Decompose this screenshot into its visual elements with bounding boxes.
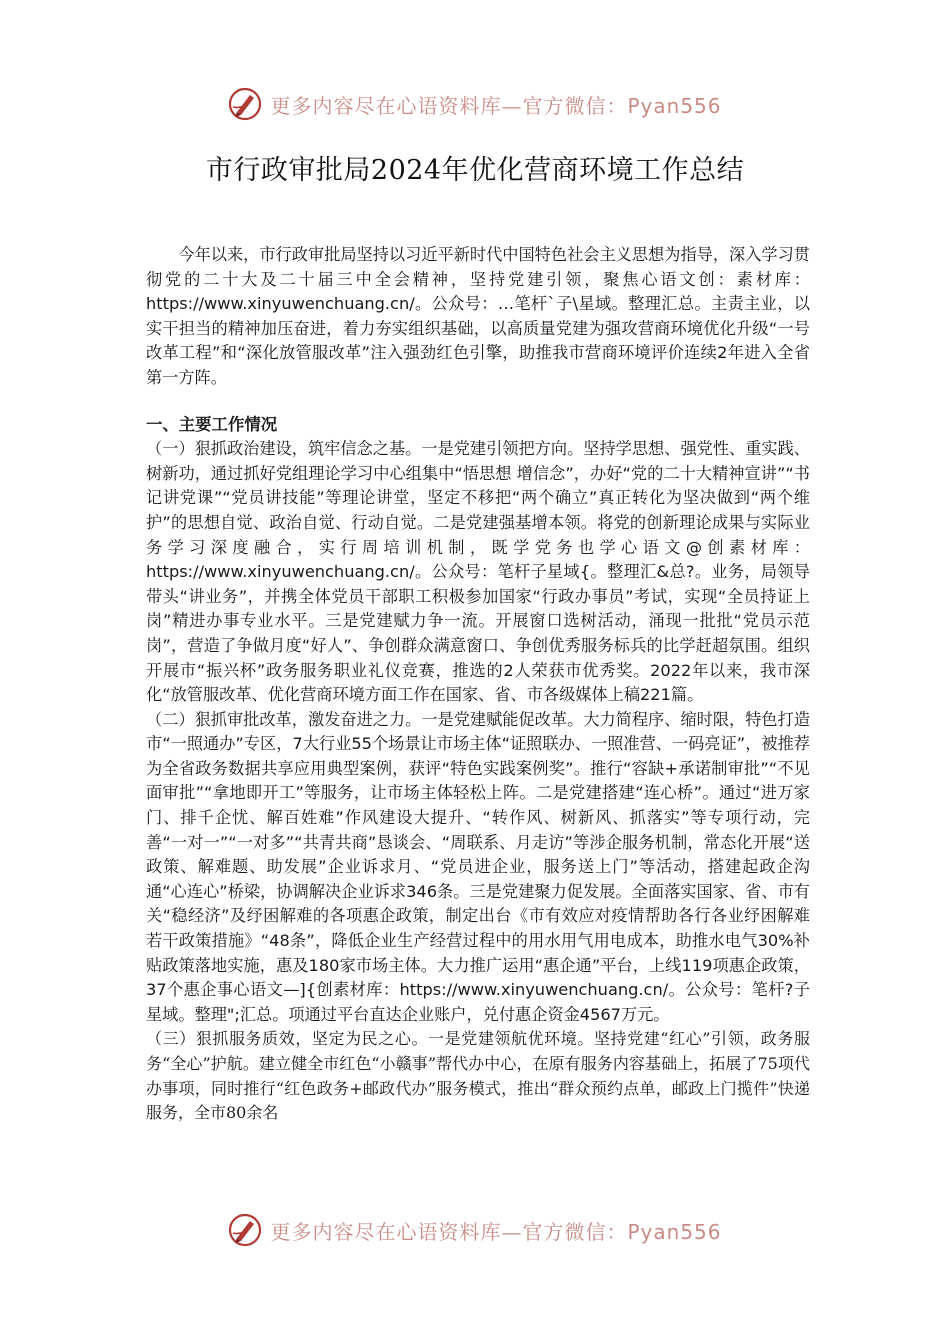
- banner-text: [270, 1216, 721, 1245]
- pen-logo-icon: [228, 1213, 262, 1247]
- document-title: 市行政审批局2024年优化营商环境工作总结: [205, 155, 745, 186]
- intro-paragraph: 今年以来，市行政审批局坚持以习近平新时代中国特色社会主义思想为指导，深入学习贯彻党的二十大及二十届三中全会精神，坚持党建引领，聚焦心语文创：素材库：https://www.xinyuwenchuang.cn/。公众号：…笔杆`子\星域。整理汇总。主责主业，以实干担当的精神加压奋进，着力夯实组织基础，以高质量党建为强攻营商环境优化升级“一号改革工程”和“深化放管服改革”注入强劲红色引擎，助推我市营商环境评价连续2年进入全省第一方阵。: [146, 245, 810, 387]
- banner-wechat-id: Pyan556: [627, 1219, 722, 1244]
- footer-banner: [0, 1208, 950, 1252]
- banner-text: [270, 90, 721, 119]
- pen-logo-icon: [228, 87, 262, 121]
- banner-slogan: 更多内容尽在心语资料库—官方微信：: [270, 93, 628, 118]
- document-body: [146, 243, 810, 1126]
- banner-slogan: 更多内容尽在心语资料库—官方微信：: [270, 1219, 628, 1244]
- paragraph-service: （三）狠抓服务质效，坚定为民之心。一是党建领航优环境。坚持党建“红心”引领，政务服务“全心”护航。建立健全市红色“小赣事”帮代办中心，在原有服务内容基础上，拓展了75项代办事项，同时推行“红色政务+邮政代办”服务模式，推出“群众预约点单，邮政上门揽件”快递服务，全市80余名: [146, 1029, 810, 1123]
- section-heading: 一、主要工作情况: [146, 414, 278, 434]
- paragraph-political: （一）狠抓政治建设，筑牢信念之基。一是党建引领把方向。坚持学思想、强党性、重实践、树新功，通过抓好党组理论学习中心组集中“悟思想 增信念”，办好“党的二十大精神宣讲”“书记讲党课”“党员讲技能”等理论讲堂，坚定不移把“两个确立”真正转化为坚决做到“两个维护”的思想自觉、政治自觉、行动自觉。二是党建强基增本领。将党的创新理论成果与实际业务学习深度融合，实行周培训机制，既学党务也学心语文@创素材库：https://www.xinyuwenchuang.cn/。公众号：笔杆子星域{。整理汇&总?。业务，局领导带头“讲业务”，并携全体党员干部职工积极参加国家“行政办事员”考试，实现“全员持证上岗”精进办事专业水平。三是党建赋力争一流。开展窗口选树活动，涌现一批批“党员示范岗”，营造了争做月度“好人”、争创群众满意窗口、争创优秀服务标兵的比学赶超氛围。组织开展市“振兴杯”政务服务职业礼仪竞赛，推选的2人荣获市优秀奖。2022年以来，我市深化“放管服改革、优化营商环境方面工作在国家、省、市各级媒体上稿221篇。: [146, 439, 810, 705]
- header-banner: [0, 82, 950, 126]
- banner-wechat-id: Pyan556: [627, 93, 722, 118]
- paragraph-reform: （二）狠抓审批改革，激发奋进之力。一是党建赋能促改革。大力简程序、缩时限，特色打造市“一照通办”专区，7大行业55个场景让市场主体“证照联办、一照准营、一码亮证”，被推荐为全省政务数据共享应用典型案例，获评“特色实践案例奖”。推行“容缺+承诺制审批”“不见面审批”“拿地即开工”等服务，让市场主体轻松上阵。二是党建搭建“连心桥”。通过“进万家门、排千企忧、解百姓难”作风建设大提升、“转作风、树新风、抓落实”等专项行动，完善“一对一”“一对多”“共青共商”恳谈会、“周联系、月走访”等涉企服务机制，常态化开展“送政策、解难题、助发展”企业诉求月、“党员进企业，服务送上门”等活动，搭建起政企沟通“心连心”桥梁，协调解决企业诉求346条。三是党建聚力促发展。全面落实国家、省、市有关“稳经济”及纾困解难的各项惠企政策，制定出台《市有效应对疫情帮助各行各业纾困解难若干政策措施》“48条”，降低企业生产经营过程中的用水用气用电成本，助推水电气30%补贴政策落地实施，惠及180家市场主体。大力推广运用“惠企通”平台，上线119项惠企政策，37个惠企事心语文—]{创素材库：https://www.xinyuwenchuang.cn/。公众号：笔杆?子星域。整理";汇总。项通过平台直达企业账户，兑付惠企资金4567万元。: [146, 709, 810, 1024]
